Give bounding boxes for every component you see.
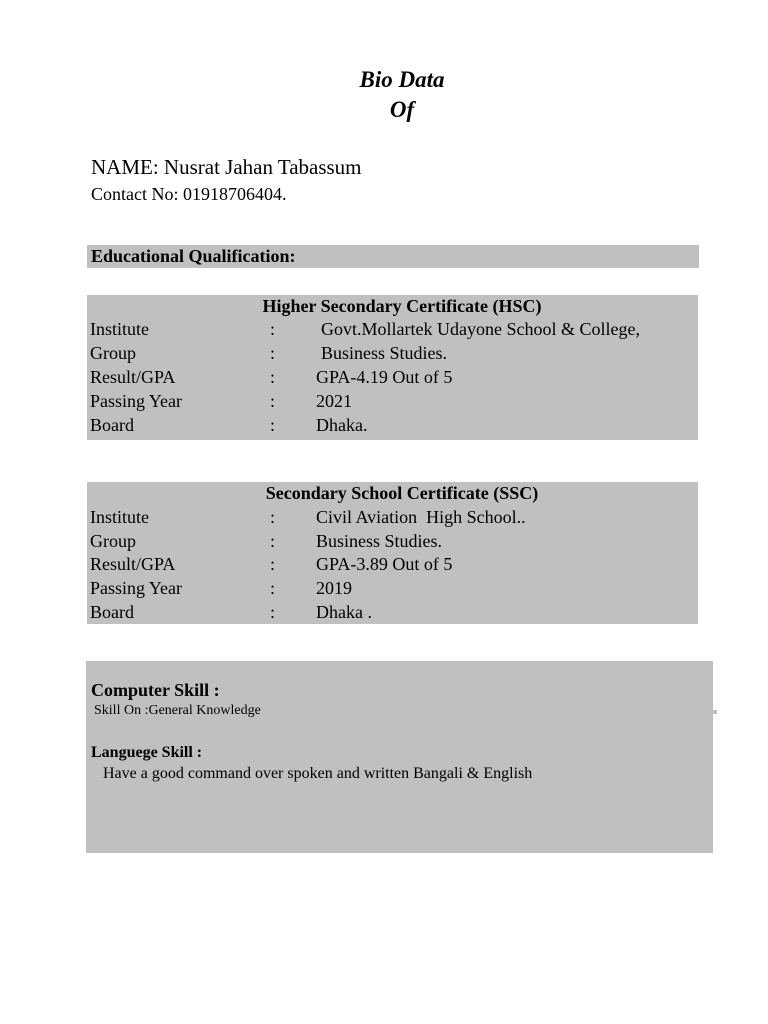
row-value: Business Studies. [316, 531, 443, 551]
row-colon: : [270, 554, 276, 574]
ssc-section [87, 482, 698, 624]
row-colon: : [270, 531, 276, 551]
hsc-row-board [87, 413, 698, 437]
row-colon: : [270, 602, 276, 622]
hsc-row-institute [87, 317, 698, 341]
computer-skill-text: Skill On :General Knowledge [94, 703, 261, 718]
row-value: Civil Aviation High School.. [316, 507, 526, 527]
row-value: GPA-4.19 Out of 5 [316, 367, 453, 387]
language-skill-heading: Languege Skill : [91, 744, 203, 761]
row-colon: : [270, 507, 276, 527]
row-colon: : [270, 391, 276, 411]
document-title: Bio Data [359, 67, 445, 92]
row-value: Dhaka. [316, 415, 368, 435]
language-skill-text: Have a good command over spoken and written Bangali & English [103, 765, 533, 782]
educational-qualification-bar [87, 245, 699, 268]
row-colon: : [270, 415, 276, 435]
row-label: Institute [90, 507, 149, 527]
skills-section [86, 661, 713, 853]
row-value: 2021 [316, 391, 352, 411]
row-label: Passing Year [90, 578, 183, 598]
row-value: Govt.Mollartek Udayone School & College, [321, 319, 640, 339]
name-line: NAME: Nusrat Jahan Tabassum [91, 155, 362, 179]
skills-box-notch [713, 710, 717, 714]
ssc-row-passing-year [87, 576, 698, 600]
row-label: Board [90, 602, 134, 622]
ssc-row-result [87, 552, 698, 576]
ssc-title: Secondary School Certificate (SSC) [265, 483, 539, 503]
row-value: Dhaka . [316, 602, 372, 622]
computer-skill-heading: Computer Skill : [91, 680, 220, 700]
row-label: Result/GPA [90, 554, 176, 574]
row-value: Business Studies. [321, 343, 448, 363]
hsc-row-group [87, 341, 698, 365]
row-label: Group [90, 531, 136, 551]
row-label: Group [90, 343, 136, 363]
hsc-row-result [87, 365, 698, 389]
hsc-row-passing-year [87, 389, 698, 413]
row-label: Board [90, 415, 134, 435]
row-value: GPA-3.89 Out of 5 [316, 554, 453, 574]
row-value: 2019 [316, 578, 352, 598]
row-colon: : [270, 343, 276, 363]
row-colon: : [270, 319, 276, 339]
ssc-row-group [87, 529, 698, 553]
row-label: Institute [90, 319, 149, 339]
hsc-section [87, 295, 698, 440]
educational-qualification-heading: Educational Qualification: [91, 246, 296, 266]
row-colon: : [270, 578, 276, 598]
contact-line: Contact No: 01918706404. [91, 184, 287, 204]
row-label: Passing Year [90, 391, 183, 411]
ssc-row-institute [87, 505, 698, 529]
hsc-title: Higher Secondary Certificate (HSC) [262, 296, 542, 316]
row-label: Result/GPA [90, 367, 176, 387]
row-colon: : [270, 367, 276, 387]
ssc-row-board [87, 600, 698, 624]
document-title-of: Of [389, 97, 415, 122]
